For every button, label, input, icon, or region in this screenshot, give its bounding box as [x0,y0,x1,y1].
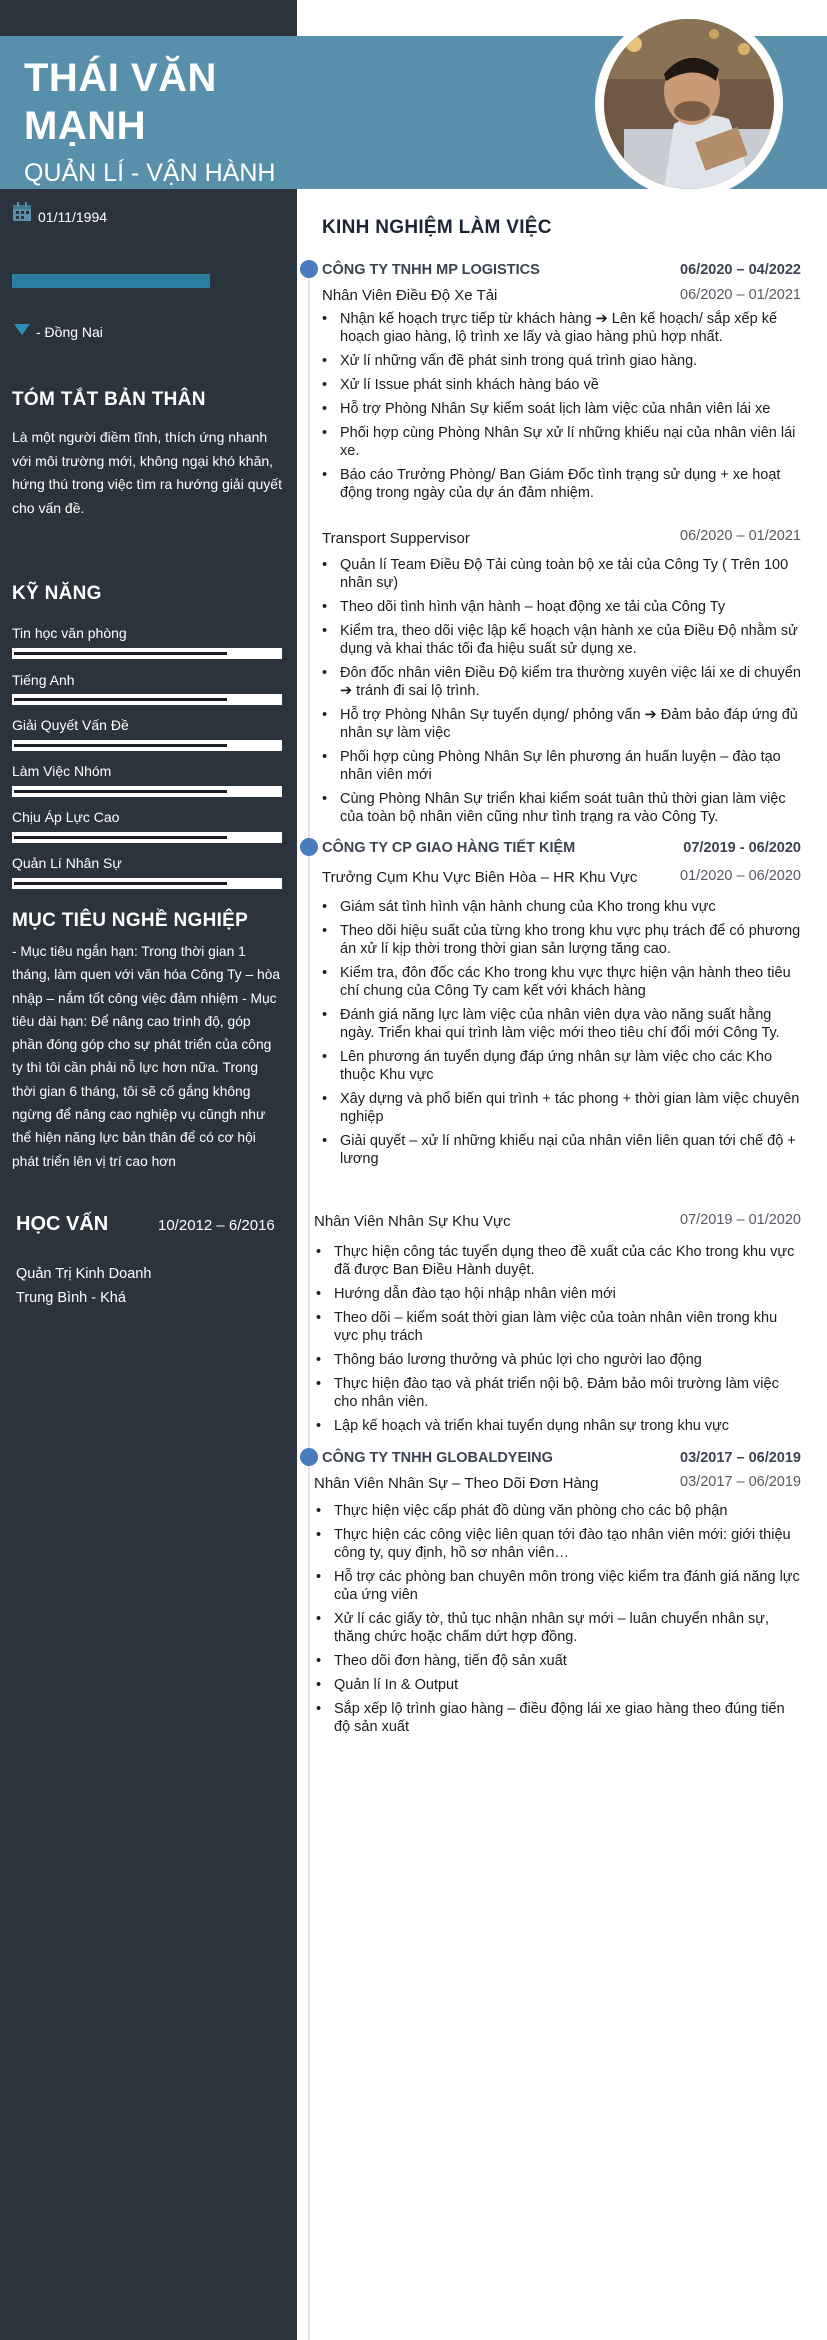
duty-item: • Thực hiện đào tạo và phát triển nội bộ. Đảm bảo môi trường làm việc cho nhân viên. [314,1375,802,1411]
summary-text: Là một người điềm tĩnh, thích ứng nhanh với môi trường mới, không ngại khó khăn, hứng thú trong việc tìm ra hướng giải quyết cho vấn đề. [12,429,282,516]
company-name: CÔNG TY CP GIAO HÀNG TIẾT KIỆM [322,840,576,856]
position-date: 03/2017 – 06/2019 [680,1474,801,1490]
duty-item: • Xử lí những vấn đề phát sinh trong quá trình giao hàng. [320,352,802,370]
timeline-dot [300,838,318,856]
position-date: 01/2020 – 06/2020 [680,868,801,884]
duty-item: • Hỗ trợ các phòng ban chuyên môn trong việc kiểm tra đánh giá năng lực của ứng viên [314,1568,802,1604]
skill-label: Tiếng Anh [12,672,75,688]
education-date: 10/2012 – 6/2016 [158,1217,275,1234]
calendar-icon [12,202,32,227]
company-name: CÔNG TY TNHH MP LOGISTICS [322,262,540,278]
company-date: 03/2017 – 06/2019 [680,1450,801,1466]
position-date: 06/2020 – 01/2021 [680,528,801,544]
birthdate: 01/11/1994 [38,209,108,225]
skill-bar [12,694,282,705]
position-title: Nhân Viên Nhân Sự Khu Vực [314,1213,511,1230]
duty-item: • Giải quyết – xử lí những khiếu nại của nhân viên liên quan tới chế độ + lương [320,1132,802,1168]
skill-bar [12,648,282,659]
duty-item: • Sắp xếp lộ trình giao hàng – điều động lái xe giao hàng theo đúng tiến độ sản xuất [314,1700,802,1736]
position-duties [314,1502,802,1742]
skill-bar-fill [14,836,227,839]
position-title: Nhân Viên Nhân Sự – Theo Dõi Đơn Hàng [314,1475,599,1492]
contact-highlight-bar [12,274,210,288]
position-duties [320,556,802,832]
duty-item: • Kiểm tra, đôn đốc các Kho trong khu vực thực hiện vận hành theo tiêu chí chung của Công Ty cam kết với khách hàng [320,964,802,1000]
timeline-line [308,262,310,2340]
duty-item: • Đôn đốc nhân viên Điều Độ kiểm tra thường xuyên việc lái xe di chuyển ➔ tránh đi sai lộ trình. [320,664,802,700]
position-duties [320,898,802,1174]
education-grade: Trung Bình - Khá [16,1290,126,1306]
career-goals-heading: MỤC TIÊU NGHỀ NGHIỆP [12,910,249,931]
timeline-dot [300,1448,318,1466]
skill-label: Làm Việc Nhóm [12,763,112,779]
position-title: Nhân Viên Điều Độ Xe Tải [322,287,498,304]
skill-bar [12,740,282,751]
company-name: CÔNG TY TNHH GLOBALDYEING [322,1450,553,1466]
skill-label: Quản Lí Nhân Sự [12,855,122,871]
skill-bar-fill [14,882,227,885]
duty-item: • Lên phương án tuyển dụng đáp ứng nhân sự làm việc cho các Kho thuộc Khu vực [320,1048,802,1084]
skill-bar [12,832,282,843]
duty-item: • Thực hiện các công việc liên quan tới đào tạo nhân viên mới: giới thiệu công ty, quy định, hồ sơ nhân viên… [314,1526,802,1562]
career-goals-text: - Mục tiêu ngắn hạn: Trong thời gian 1 tháng, làm quen với văn hóa Công Ty – hòa nhập – nắm tốt công việc đảm nhiệm - Mục tiêu dài hạn: Để nâng cao trình độ, góp phần đóng góp cho sự phát triển của công ty thì tôi cần phải nỗ lực hơn nữa. Trong thời gian 6 tháng, tôi sẽ cố gắng không ngừng để nâng cao nghiệp vụ cũngh như thể hiện năng lực bản thân để có cơ hội phát triển lên vị trí cao hơn [12,944,281,1169]
duty-item: • Hỗ trợ Phòng Nhân Sự tuyển dụng/ phỏng vấn ➔ Đảm bảo đáp ứng đủ nhân sự làm việc [320,706,802,742]
company-date: 07/2019 - 06/2020 [683,840,801,856]
duty-item: • Quản lí Team Điều Độ Tải cùng toàn bộ xe tải của Công Ty ( Trên 100 nhân sự) [320,556,802,592]
duty-item: • Phối hợp cùng Phòng Nhân Sự xử lí những khiếu nại của nhân viên lái xe. [320,424,802,460]
candidate-name: THÁI VĂN MẠNH [24,56,217,148]
position-title: Transport Suppervisor [322,530,470,547]
skill-label: Chịu Áp Lực Cao [12,809,120,825]
duty-item: • Kiểm tra, theo dõi việc lập kế hoạch vận hành xe của Điều Độ nhằm sử dụng và khai thác tối đa hiệu suất sử dụng xe. [320,622,802,658]
summary-heading: TÓM TẮT BẢN THÂN [12,389,206,410]
duty-item: • Hỗ trợ Phòng Nhân Sự kiểm soát lịch làm việc của nhân viên lái xe [320,400,802,418]
duty-item: • Thực hiện công tác tuyển dụng theo đề xuất của các Kho trong khu vực đã được Ban Điều Hành duyệt. [314,1243,802,1279]
skill-bar [12,878,282,889]
experience-heading: KINH NGHIỆM LÀM VIỆC [322,217,552,238]
timeline-dot [300,260,318,278]
location-arrow-icon [14,323,30,341]
duty-item: • Phối hợp cùng Phòng Nhân Sự lên phương án huấn luyện – đào tạo nhân viên mới [320,748,802,784]
position-date: 06/2020 – 01/2021 [680,287,801,303]
skill-bar-fill [14,652,227,655]
duty-item: • Đánh giá năng lực làm việc của nhân viên dựa vào năng suất hằng ngày. Triển khai qui trình làm việc mới theo tiêu chí đổi mới Công Ty. [320,1006,802,1042]
skill-bar-fill [14,790,227,793]
company-date: 06/2020 – 04/2022 [680,262,801,278]
duty-item: • Lập kế hoạch và triển khai tuyển dụng nhân sự trong khu vực [314,1417,802,1435]
position-title: Trưởng Cụm Khu Vực Biên Hòa – HR Khu Vực [322,869,638,886]
education-heading: HỌC VẤN [16,1213,109,1235]
address: - Đồng Nai [36,324,103,340]
duty-item: • Xử lí Issue phát sinh khách hàng báo về [320,376,802,394]
skill-label: Giải Quyết Vấn Đề [12,717,129,733]
skill-bar-fill [14,744,227,747]
candidate-role: QUẢN LÍ - VẬN HÀNH [24,159,276,187]
duty-item: • Theo dõi đơn hàng, tiến độ sản xuất [314,1652,802,1670]
position-duties [314,1243,802,1441]
skill-bar-fill [14,698,227,701]
duty-item: • Cùng Phòng Nhân Sự triển khai kiểm soát tuân thủ thời gian làm việc của toàn bộ nhân viên cũng như tình trạng ra vào Công Ty. [320,790,802,826]
duty-item: • Thông báo lương thưởng và phúc lợi cho người lao động [314,1351,802,1369]
duty-item: • Quản lí In & Output [314,1676,802,1694]
duty-item: • Giám sát tình hình vận hành chung của Kho trong khu vực [320,898,802,916]
duty-item: • Xử lí các giấy tờ, thủ tục nhận nhân sự mới – luân chuyển nhân sự, thăng chức hoặc chấm dứt hợp đồng. [314,1610,802,1646]
duty-item: • Xây dựng và phổ biến qui trình + tác phong + thời gian làm việc chuyên nghiệp [320,1090,802,1126]
education-major: Quản Trị Kinh Doanh [16,1266,152,1282]
skill-bar [12,786,282,797]
avatar [604,19,774,189]
duty-item: • Nhận kế hoạch trực tiếp từ khách hàng ➔ Lên kế hoạch/ sắp xếp kế hoạch giao hàng, lộ trình xe lấy và giao hàng phù hợp nhất. [320,310,802,346]
duty-item: • Theo dõi – kiểm soát thời gian làm việc của toàn nhân viên trong khu vực phụ trách [314,1309,802,1345]
skills-heading: KỸ NĂNG [12,583,102,604]
duty-item: • Theo dõi hiệu suất của từng kho trong khu vực phụ trách để có phương án xử lí kịp thời trong thời gian sản lượng tăng cao. [320,922,802,958]
avatar-frame [595,10,783,198]
duty-item: • Thực hiện việc cấp phát đồ dùng văn phòng cho các bộ phận [314,1502,802,1520]
duty-item: • Báo cáo Trưởng Phòng/ Ban Giám Đốc tình trạng sử dụng + xe hoạt động trong ngày của dự án đảm nhiệm. [320,466,802,502]
skill-label: Tin học văn phòng [12,625,127,641]
duty-item: • Theo dõi tình hình vận hành – hoạt động xe tải của Công Ty [320,598,802,616]
position-duties [320,310,802,508]
position-date: 07/2019 – 01/2020 [680,1212,801,1228]
duty-item: • Hướng dẫn đào tạo hội nhập nhân viên mới [314,1285,802,1303]
